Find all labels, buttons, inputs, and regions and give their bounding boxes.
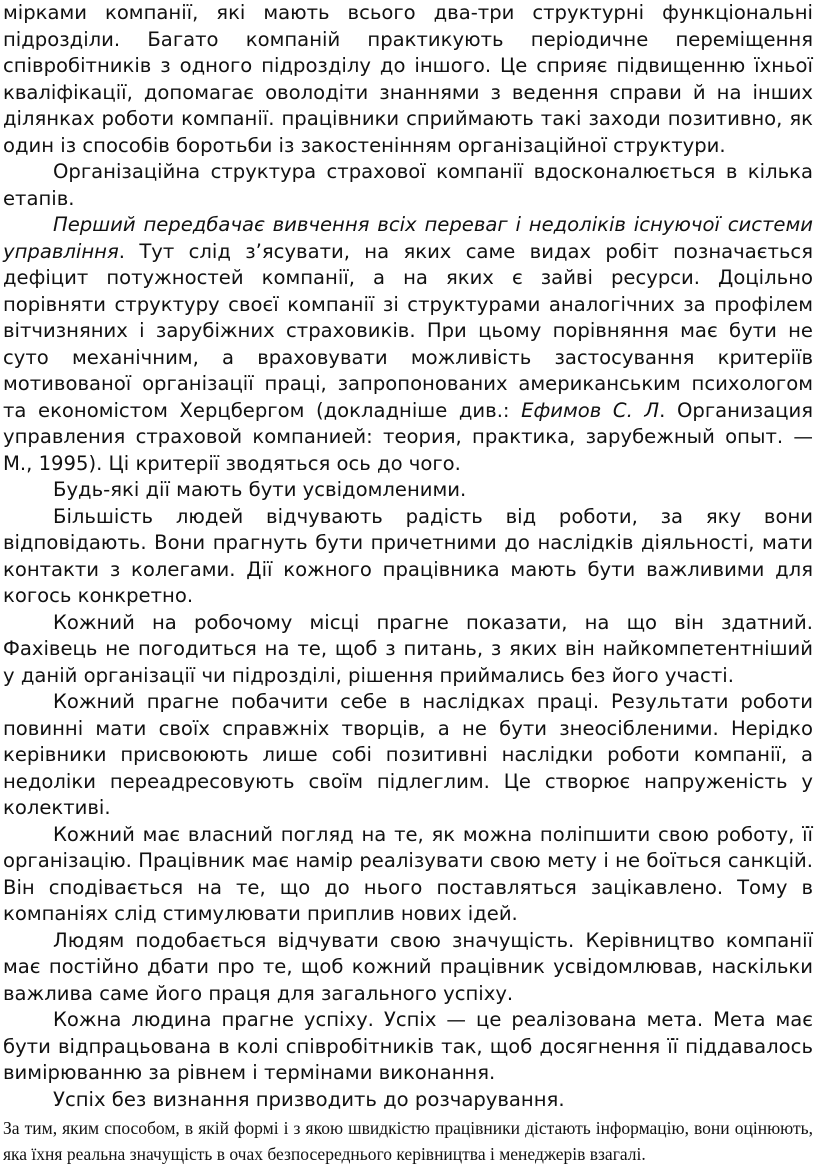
document-page — [3, 0, 813, 1167]
first-stage-text: . Тут слід з’ясувати, на яких саме видах робіт позначається дефіцит потужностей компанії, а на яких є зайві ресурси. Доцільно порівняти структуру своєї компанії зі структурами аналогічних за профілем вітчизняних і зарубіжних страховиків. При цьому порівняння має бути не суто механічним, а враховувати можливість застосування критеріїв мотивованої організації праці, запропонованих американським психологом та економістом Херцбергом (докладніше див.: — [3, 239, 813, 422]
paragraph-criterion-7: Кожна людина прагне успіху. Успіх — це реалізована мета. Мета має бути відпрацьована в колі співробітників так, щоб досягнення її піддавалось вимірюванню за рівнем і термінами виконання. — [3, 1008, 813, 1084]
citation-text: . Организация управления страховой компанией: теория, практика, зарубежный опыт. — М., 1995). Ці критерії зводяться ось до чого. — [3, 398, 813, 475]
citation-author: Ефимов С. Л — [521, 398, 660, 422]
paragraph-continuation: мірками компанії, які мають всього два-три структурні функціональні підрозділи. Багато компаній практикують періодичне переміщення співробітників з одного підрозділу до іншого. Це сприяє підвищенню їхньої кваліфікації, допомагає оволодіти знаннями з ведення справи й на інших ділянках роботи компанії. працівники сприймають такі заходи позитивно, як один із способів боротьби із закостенінням організаційної структури. — [3, 1, 813, 157]
paragraph-stages-intro: Організаційна структура страхової компанії вдосконалюється в кілька етапів. — [3, 160, 813, 210]
paragraph-first-stage — [3, 212, 813, 477]
first-stage-italic: Перший передбачає вивчення всіх переваг і недоліків існуючої системи управління — [3, 213, 813, 263]
paragraph-information: За тим, яким способом, в якій формі і з якою швидкістю працівники дістають інформацію, вони оцінюють, яка їхня реальна значущість в очах безпосереднього керівництва і менеджерів взагалі. — [3, 1118, 813, 1164]
paragraph-criterion-6: Людям подобається відчувати свою значущість. Керівництво компанії має постійно дбати про те, щоб кожний працівник усвідомлював, наскільки важлива саме його праця для загального успіху. — [3, 928, 813, 1005]
paragraph-criterion-8: Успіх без визнання призводить до розчарування. — [53, 1087, 565, 1111]
paragraph-criterion-4: Кожний прагне побачити себе в наслідках праці. Результати роботи повинні мати своїх справжніх творців, а не бути знеосібленими. Нерідко керівники присвоюють лише собі позитивні наслідки роботи компанії, а недоліки переадресовують своїм підлеглим. Це створює напруженість у колективі. — [3, 690, 813, 819]
paragraph-criterion-5: Кожний має власний погляд на те, як можна поліпшити свою роботу, її організацію. Працівник має намір реалізувати свою мету і не боїться санкцій. Він сподівається на те, що до нього поставляться зацікавлено. Тому в компаніях слід стимулювати приплив нових ідей. — [3, 822, 813, 925]
paragraph-criterion-2: Більшість людей відчувають радість від роботи, за яку вони відповідають. Вони прагнуть бути причетними до наслідків діяльності, мати контакти з колегами. Дії кожного працівника мають бути важливими для когось конкретно. — [3, 504, 813, 607]
paragraph-criterion-1: Будь-які дії мають бути усвідомленими. — [53, 478, 467, 501]
paragraph-criterion-3: Кожний на робочому місці прагне показати, на що він здатний. Фахівець не погодиться на те, щоб з питань, з яких він найкомпетентніший у даній організації чи підрозділі, рішення приймались без його участі. — [3, 610, 813, 687]
